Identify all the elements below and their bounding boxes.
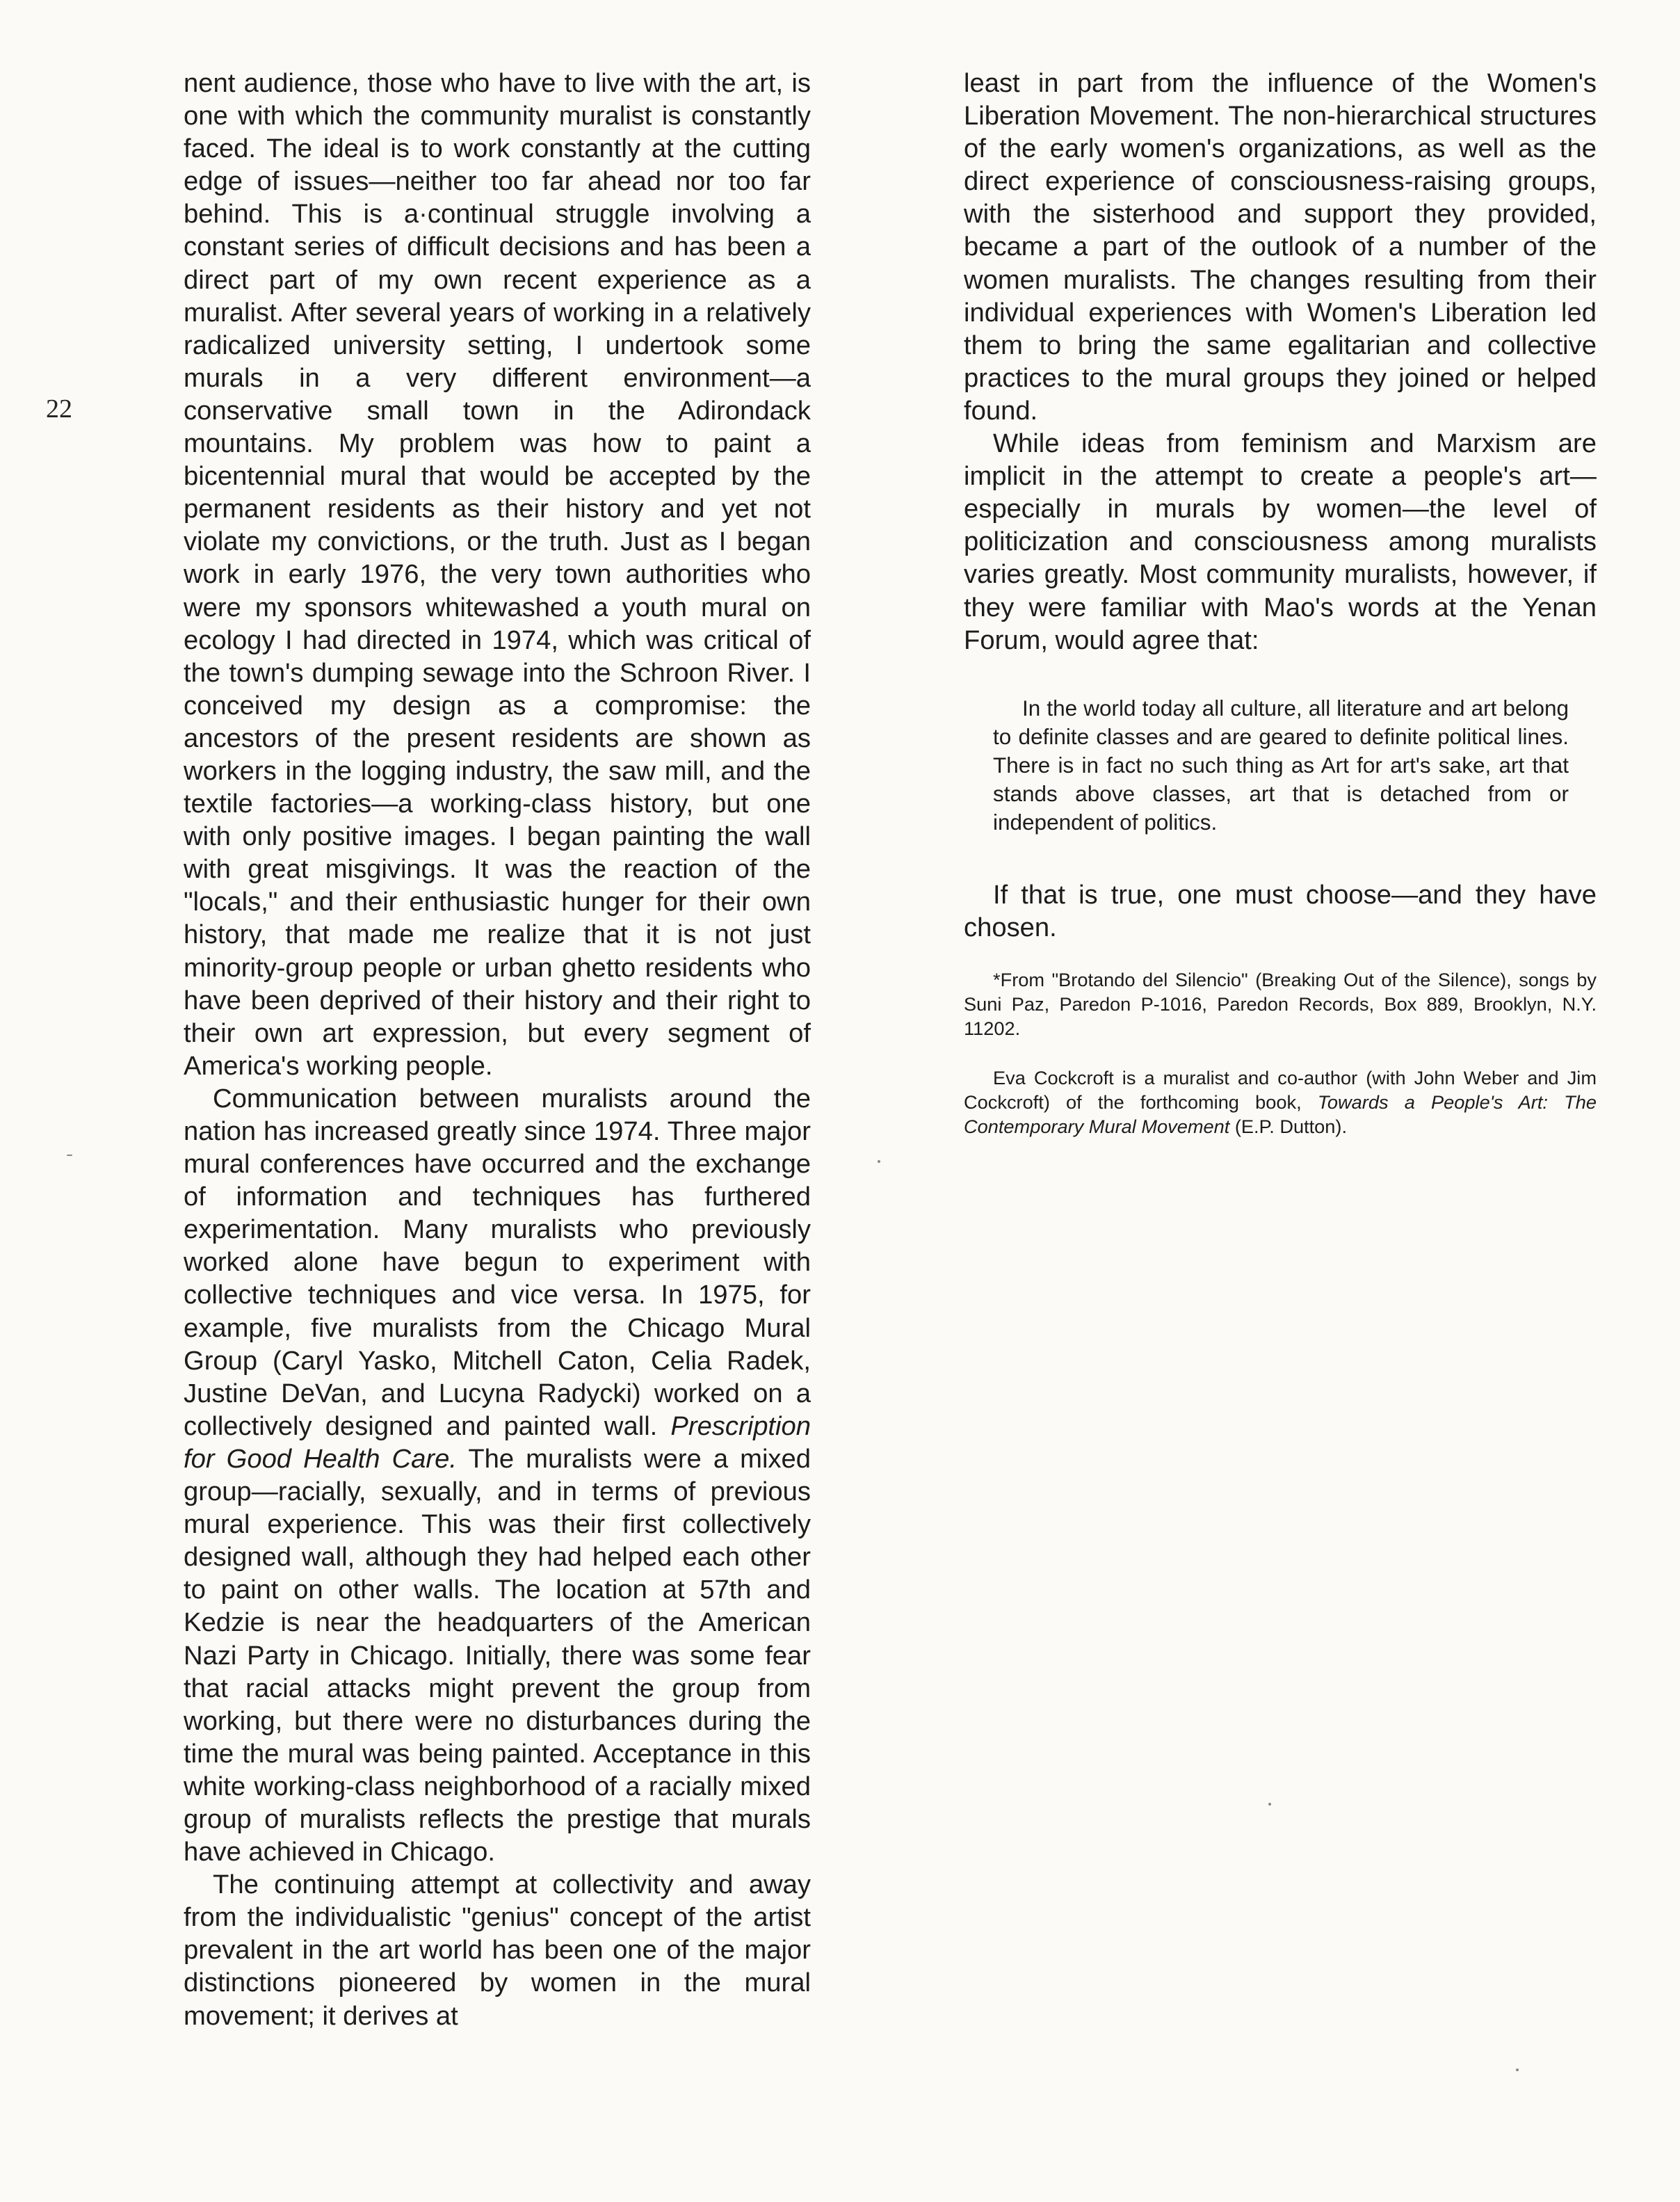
paper-speck [67, 1155, 72, 1156]
right-paragraph-2: While ideas from feminism and Marxism are implicit in the attempt to create a people's art—especially in murals by women—the level of politicization and consciousness among muralists varies greatly. Most community muralists, however, if they were familiar with Mao's words at the Yenan Forum, would agree that: [964, 428, 1597, 655]
left-paragraph-2 [184, 1082, 811, 1868]
page-number: 22 [46, 394, 72, 424]
right-column [964, 67, 1597, 1139]
mao-quote-text: In the world today all culture, all literature and art belong to definite classes and are geared to definite political lines. There is in fact no such thing as Art for art's sake, art that stands above classes, art that is detached from or independent of politics. [993, 695, 1569, 835]
notes [964, 967, 1597, 1139]
left-paragraph-2-end: The muralists were a mixed group—racially, sexually, and in terms of previous mural experience. This was their first collectively designed wall, although they had helped each other to paint on other walls. The location at 57th and Kedzie is near the headquarters of the American Nazi Party in Chicago. Initially, there was some fear that racial attacks might prevent the group from working, but there were no disturbances during the time the mural was being painted. Acceptance in this white working-class neighborhood of a racially mixed group of muralists reflects the prestige that murals have achieved in Chicago. [184, 1443, 811, 1867]
footnote: *From "Brotando del Silencio" (Breaking Out of the Silence), songs by Suni Paz, Paredon P-1016, Paredon Records, Box 889, Brooklyn, N.Y. 11202. [964, 968, 1597, 1039]
left-paragraph-1: nent audience, those who have to live with the art, is one with which the community muralist is constantly faced. The ideal is to work constantly at the cutting edge of issues—neither too far ahead nor too far behind. This is a·continual struggle involving a constant series of difficult decisions and has been a direct part of my own recent experience as a muralist. After several years of working in a relatively radicalized university setting, I undertook some murals in a very different environment—a conservative small town in the Adirondack mountains. My problem was how to paint a bicentennial mural that would be accepted by the permanent residents as their history and yet not violate my convictions, or the truth. Just as I began work in early 1976, the very town authorities who were my sponsors whitewashed a youth mural on ecology I had directed in 1974, which was critical of the town's dumping sewage into the Schroon River. I conceived my design as a compromise: the ancestors of the present residents are shown as workers in the logging industry, the saw mill, and the textile factories—a working-class history, but one with only positive images. I began painting the wall with great misgivings. It was the reaction of the "locals," and their enthusiastic hunger for their own history, that made me realize that it is not just minority-group people or urban ghetto residents who have been deprived of their history and their right to their own art expression, but every segment of America's working people. [184, 68, 811, 1081]
mao-quote [993, 694, 1569, 837]
paper-speck [1516, 2068, 1519, 2071]
author-bio-start: Eva Cockcroft is a muralist and co-author (with John Weber and Jim Cockcroft) of the forthcoming book, [964, 1066, 1597, 1113]
mural-title: Prescription for Good Health Care. [184, 1411, 811, 1474]
author-bio [964, 1066, 1597, 1139]
paper-speck [1268, 1803, 1271, 1806]
paper-speck [878, 1160, 880, 1163]
left-paragraph-3: The continuing attempt at collectivity and away from the individualistic "genius" concept of the artist prevalent in the art world has been one of the major distinctions pioneered by women in the mural movement; it derives at [184, 1870, 811, 2031]
book-title: Towards a People's Art: The Contemporary Mural Movement [964, 1091, 1597, 1137]
right-paragraph-1: least in part from the influence of the Women's Liberation Movement. The non-hierarchical structures of the early women's organizations, as well as the direct experience of consciousness-raising groups, with the sisterhood and support they provided, became a part of the outlook of a number of the women muralists. The changes resulting from their individual experiences with Women's Liberation led them to bring the same egalitarian and collective practices to the mural groups they joined or helped found. [964, 68, 1597, 426]
left-column [184, 67, 811, 2032]
left-paragraph-2-start: Communication between muralists around the nation has increased greatly since 1974. Three major mural conferences have occurred and the exchange of information and techniques has furthered experimentation. Many muralists who previously worked alone have begun to experiment with collective techniques and vice versa. In 1975, for example, five muralists from the Chicago Mural Group (Caryl Yasko, Mitchell Caton, Celia Radek, Justine DeVan, and Lucyna Radycki) worked on a collectively designed and painted wall. [184, 1083, 811, 1441]
right-paragraph-3: If that is true, one must choose—and they have chosen. [964, 879, 1597, 942]
author-bio-end: (E.P. Dutton). [1234, 1115, 1348, 1137]
